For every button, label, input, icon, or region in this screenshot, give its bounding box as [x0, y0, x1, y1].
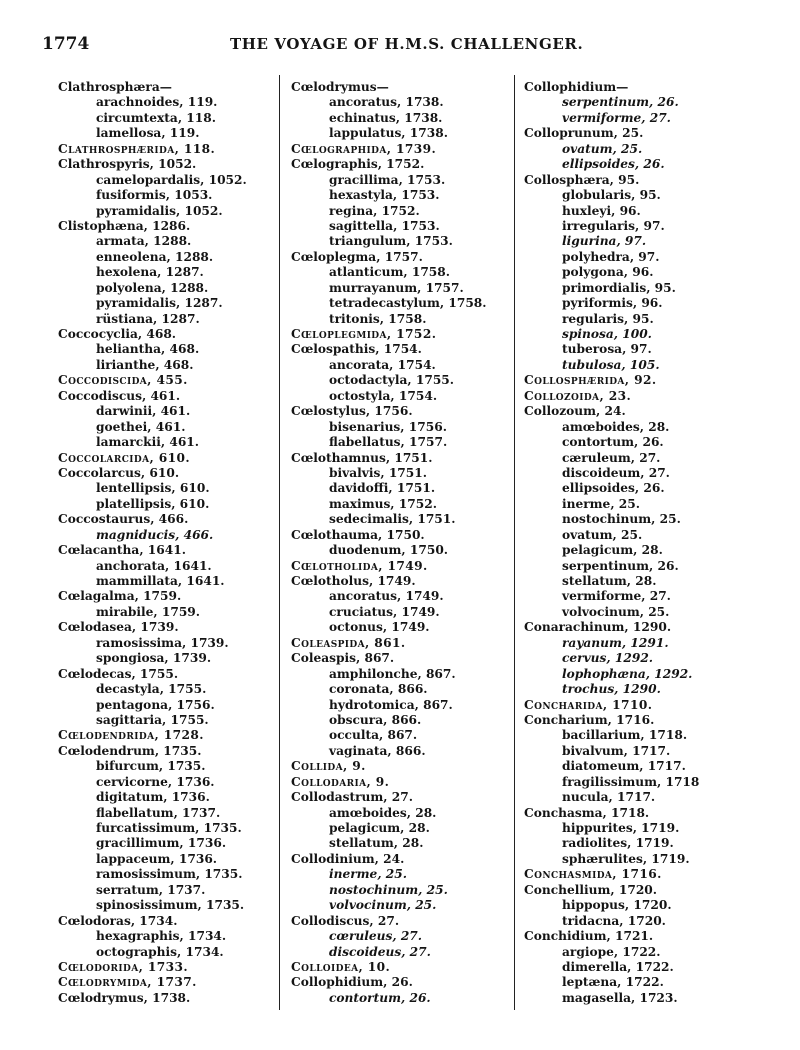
index-subentry: lappaceum, 1736. [96, 851, 218, 866]
index-subentry: lamarckii, 461. [96, 435, 200, 450]
index-family-entry: Clathrosphærida, 118. [58, 141, 216, 156]
index-column-1 [58, 80, 298, 1006]
index-subentry: ramosissima, 1739. [96, 635, 229, 650]
index-subentry: armata, 1288. [96, 234, 192, 249]
index-subentry: coronata, 866. [329, 682, 428, 697]
index-subentry: octonus, 1749. [329, 620, 430, 635]
index-subentry: volvocinum, 25. [562, 604, 670, 619]
index-subentry: bisenarius, 1756. [329, 419, 447, 434]
index-subentry: amphilonche, 867. [329, 666, 456, 681]
index-family-entry: Coleaspida, 861. [291, 635, 406, 650]
index-subentry: trochus, 1290. [562, 682, 661, 697]
index-entry: Cœlodecas, 1755. [58, 666, 179, 681]
index-subentry: ellipsoides, 26. [562, 481, 665, 496]
index-family-entry: Collodaria, 9. [291, 774, 390, 789]
index-family-entry: Concharida, 1710. [524, 697, 653, 712]
index-entry: Collophidium, 26. [291, 975, 413, 990]
index-subentry: sedecimalis, 1751. [329, 512, 456, 527]
index-family-entry: Cœloplegmida, 1752. [291, 327, 437, 341]
index-subentry: tridacna, 1720. [562, 913, 666, 928]
index-subentry: ovatum, 25. [562, 141, 643, 156]
index-subentry: polyolena, 1288. [96, 280, 209, 295]
index-subentry: hexastyla, 1753. [329, 188, 440, 203]
index-subentry: polyhedra, 97. [562, 249, 660, 264]
index-entry: Cœlothauma, 1750. [291, 527, 425, 542]
index-family-entry: Collosphærida, 92. [524, 373, 657, 388]
index-subentry: huxleyi, 96. [562, 203, 641, 218]
index-subentry: vaginata, 866. [329, 743, 426, 758]
index-subentry: hippopus, 1720. [562, 898, 672, 913]
index-subentry: spongiosa, 1739. [96, 651, 212, 666]
index-subentry: lirianthe, 468. [96, 357, 194, 372]
index-subentry: cervicorne, 1736. [96, 774, 215, 789]
index-entry: Cœlodrymus— [291, 80, 389, 94]
index-subentry: platellipsis, 610. [96, 496, 210, 511]
index-family-entry: Collida, 9. [291, 759, 366, 774]
index-subentry: ligurina, 97. [562, 234, 647, 249]
index-entry: Cœlodendrum, 1735. [58, 743, 202, 758]
index-subentry: duodenum, 1750. [329, 543, 449, 558]
index-subentry: triangulum, 1753. [329, 234, 453, 249]
index-subentry: irregularis, 97. [562, 218, 665, 233]
index-subentry: hexagraphis, 1734. [96, 929, 227, 944]
index-subentry: bivalvum, 1717. [562, 743, 671, 758]
index-entry: Conchasma, 1718. [524, 805, 650, 820]
index-subentry: pyriformis, 96. [562, 296, 663, 311]
index-subentry: octographis, 1734. [96, 944, 224, 959]
index-subentry: regularis, 95. [562, 311, 654, 326]
index-entry: Cœlodrymus, 1738. [58, 990, 191, 1005]
index-subentry: ancoratus, 1749. [329, 589, 444, 604]
index-subentry: cæruleum, 27. [562, 450, 661, 465]
index-entry: Coccocyclia, 468. [58, 327, 177, 341]
index-subentry: tetradecastylum, 1758. [329, 296, 487, 311]
index-family-entry: Cœlodendrida, 1728. [58, 728, 204, 743]
index-entry: Coccodiscus, 461. [58, 388, 181, 403]
index-entry: Coccolarcus, 610. [58, 465, 180, 480]
index-subentry: amœboides, 28. [562, 419, 670, 434]
index-subentry: nostochinum, 25. [562, 512, 681, 527]
index-subentry: serpentinum, 26. [562, 558, 679, 573]
index-entry: Conchidium, 1721. [524, 929, 654, 944]
index-subentry: darwinii, 461. [96, 404, 191, 419]
index-subentry: magasella, 1723. [562, 990, 678, 1005]
index-entry: Collophidium— [524, 80, 629, 94]
index-subentry: regina, 1752. [329, 203, 420, 218]
index-subentry: flabellatus, 1757. [329, 435, 448, 450]
index-subentry: atlanticum, 1758. [329, 265, 451, 280]
index-family-entry: Coccodiscida, 455. [58, 373, 188, 388]
index-entry: Clistophæna, 1286. [58, 218, 191, 233]
index-entry: Collosphæra, 95. [524, 172, 640, 187]
index-subentry: rayanum, 1291. [562, 635, 669, 650]
index-subentry: occulta, 867. [329, 728, 418, 743]
index-subentry: hexolena, 1287. [96, 265, 204, 280]
index-subentry: ancoratus, 1738. [329, 95, 444, 110]
index-subentry: decastyla, 1755. [96, 682, 207, 697]
index-entry: Collodiscus, 27. [291, 913, 400, 928]
index-entry: Collozoum, 24. [524, 404, 626, 419]
index-entry: Cœlothamnus, 1751. [291, 450, 433, 465]
index-subentry: bifurcum, 1735. [96, 759, 206, 774]
index-subentry: spinosa, 100. [562, 327, 652, 341]
index-family-entry: Cœlodorida, 1733. [58, 959, 189, 974]
index-subentry: nostochinum, 25. [329, 882, 448, 897]
index-entry: Coleaspis, 867. [291, 651, 395, 666]
index-subentry: gracillima, 1753. [329, 172, 446, 187]
index-subentry: ovatum, 25. [562, 527, 643, 542]
index-entry: Cœlacantha, 1641. [58, 543, 186, 558]
index-entry: Coccostaurus, 466. [58, 512, 189, 527]
index-subentry: mammillata, 1641. [96, 574, 225, 588]
index-family-entry: Collozoida, 23. [524, 388, 632, 403]
running-title: THE VOYAGE OF H.M.S. CHALLENGER. [230, 35, 584, 53]
index-family-entry: Cœlographida, 1739. [291, 141, 437, 156]
index-subentry: echinatus, 1738. [329, 110, 443, 125]
index-subentry: ramosissimum, 1735. [96, 867, 243, 882]
index-subentry: ancorata, 1754. [329, 357, 436, 372]
index-subentry: nucula, 1717. [562, 790, 656, 805]
index-subentry: cervus, 1292. [562, 651, 654, 666]
index-subentry: sphærulites, 1719. [562, 851, 690, 866]
index-subentry: hippurites, 1719. [562, 821, 680, 835]
index-subentry: diatomeum, 1717. [562, 759, 686, 774]
index-subentry: serratum, 1737. [96, 882, 206, 897]
index-entry: Cœlodoras, 1734. [58, 913, 178, 928]
index-subentry: digitatum, 1736. [96, 790, 210, 805]
index-subentry: rüstiana, 1287. [96, 311, 200, 326]
index-subentry: maximus, 1752. [329, 496, 437, 511]
index-family-entry: Colloidea, 10. [291, 959, 391, 974]
index-entry: Clathrosphæra— [58, 80, 172, 94]
index-subentry: fragilissimum, 1718 [562, 774, 700, 789]
index-subentry: radiolites, 1719. [562, 836, 674, 851]
index-subentry: lentellipsis, 610. [96, 481, 210, 496]
index-subentry: pyramidalis, 1287. [96, 296, 223, 311]
index-subentry: contortum, 26. [562, 435, 664, 450]
index-subentry: pelagicum, 28. [329, 821, 430, 835]
index-subentry: vermiforme, 27. [562, 110, 671, 125]
index-subentry: stellatum, 28. [329, 836, 424, 851]
index-subentry: anchorata, 1641. [96, 558, 212, 573]
index-subentry: tritonis, 1758. [329, 311, 427, 326]
index-subentry: sagittella, 1753. [329, 218, 440, 233]
index-subentry: polygona, 96. [562, 265, 654, 280]
index-subentry: flabellatum, 1737. [96, 805, 221, 820]
index-subentry: amœboides, 28. [329, 805, 437, 820]
index-entry: Conchellium, 1720. [524, 882, 658, 897]
index-subentry: serpentinum, 26. [562, 95, 679, 110]
index-subentry: octodactyla, 1755. [329, 373, 455, 388]
index-subentry: hydrotomica, 867. [329, 697, 453, 712]
index-family-entry: Coccolarcida, 610. [58, 450, 191, 465]
index-subentry: gracillimum, 1736. [96, 836, 227, 851]
index-family-entry: Conchasmida, 1716. [524, 867, 662, 882]
index-subentry: octostyla, 1754. [329, 388, 438, 403]
index-subentry: argiope, 1722. [562, 944, 661, 959]
index-subentry: arachnoides, 119. [96, 95, 218, 110]
index-entry: Clathrospyris, 1052. [58, 157, 197, 172]
index-entry: Cœlagalma, 1759. [58, 589, 182, 604]
index-subentry: circumtexta, 118. [96, 110, 216, 125]
index-subentry: inerme, 25. [329, 867, 408, 882]
index-subentry: lamellosa, 119. [96, 126, 200, 141]
index-subentry: fusiformis, 1053. [96, 188, 213, 203]
index-subentry: enneolena, 1288. [96, 249, 214, 264]
index-column-2 [291, 80, 531, 1006]
index-entry: Concharium, 1716. [524, 712, 655, 727]
index-subentry: lophophæna, 1292. [562, 666, 693, 681]
index-entry: Colloprunum, 25. [524, 126, 644, 141]
index-column-3 [524, 80, 764, 1006]
index-subentry: cruciatus, 1749. [329, 604, 440, 619]
index-entry: Cœlodasea, 1739. [58, 620, 179, 635]
index-subentry: davidoffi, 1751. [329, 481, 436, 496]
index-entry: Cœlostylus, 1756. [291, 404, 413, 419]
index-subentry: primordialis, 95. [562, 280, 676, 295]
index-subentry: lappulatus, 1738. [329, 126, 448, 141]
index-subentry: discoideus, 27. [329, 944, 431, 959]
index-subentry: ellipsoides, 26. [562, 157, 665, 172]
index-subentry: bacillarium, 1718. [562, 728, 688, 743]
index-subentry: mirabile, 1759. [96, 604, 201, 619]
index-entry: Cœloplegma, 1757. [291, 249, 423, 264]
index-subentry: stellatum, 28. [562, 574, 657, 588]
page-number: 1774 [42, 34, 90, 54]
index-subentry: vermiforme, 27. [562, 589, 671, 604]
index-subentry: dimerella, 1722. [562, 959, 674, 974]
index-subentry: contortum, 26. [329, 990, 431, 1005]
index-subentry: inerme, 25. [562, 496, 641, 511]
index-subentry: magniducis, 466. [96, 527, 214, 542]
index-subentry: cœruleus, 27. [329, 929, 423, 944]
index-entry: Cœlotholus, 1749. [291, 574, 416, 588]
index-subentry: furcatissimum, 1735. [96, 821, 242, 835]
index-subentry: pelagicum, 28. [562, 543, 663, 558]
index-subentry: tuberosa, 97. [562, 342, 652, 357]
index-subentry: spinosissimum, 1735. [96, 898, 245, 913]
index-entry: Cœlospathis, 1754. [291, 342, 422, 357]
index-subentry: sagittaria, 1755. [96, 712, 209, 727]
index-subentry: camelopardalis, 1052. [96, 172, 247, 187]
index-entry: Conarachinum, 1290. [524, 620, 672, 635]
index-family-entry: Cœlotholida, 1749. [291, 558, 428, 573]
index-entry: Cœlographis, 1752. [291, 157, 425, 172]
index-subentry: pyramidalis, 1052. [96, 203, 223, 218]
index-entry: Collodastrum, 27. [291, 790, 413, 805]
index-subentry: volvocinum, 25. [329, 898, 437, 913]
index-subentry: goethei, 461. [96, 419, 186, 434]
index-subentry: obscura, 866. [329, 712, 422, 727]
index-subentry: pentagona, 1756. [96, 697, 215, 712]
index-subentry: leptæna, 1722. [562, 975, 664, 990]
index-subentry: tubulosa, 105. [562, 357, 660, 372]
index-subentry: heliantha, 468. [96, 342, 200, 357]
index-subentry: murrayanum, 1757. [329, 280, 464, 295]
index-subentry: globularis, 95. [562, 188, 661, 203]
index-subentry: discoideum, 27. [562, 465, 670, 480]
index-subentry: bivalvis, 1751. [329, 465, 427, 480]
index-family-entry: Cœlodrymida, 1737. [58, 975, 197, 990]
index-entry: Collodinium, 24. [291, 851, 405, 866]
